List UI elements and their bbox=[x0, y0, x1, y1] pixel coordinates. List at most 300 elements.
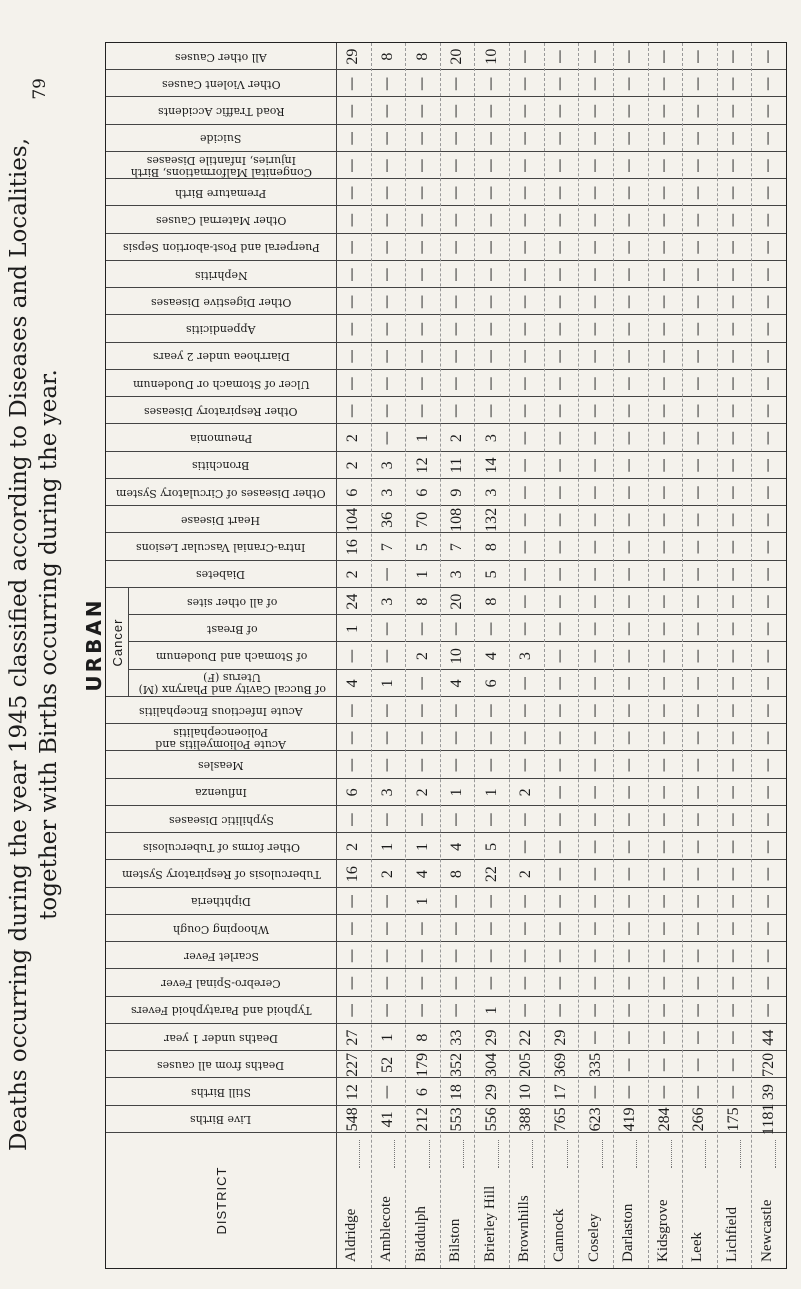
empty-cell-dash: — bbox=[725, 104, 742, 119]
table-cell: 205 bbox=[517, 1052, 535, 1077]
empty-cell-dash: — bbox=[725, 512, 742, 527]
empty-cell-dash: — bbox=[725, 621, 742, 636]
empty-cell-dash: — bbox=[725, 567, 742, 582]
empty-cell-dash: — bbox=[552, 104, 568, 119]
empty-cell-dash: — bbox=[725, 485, 742, 500]
empty-cell-dash: — bbox=[725, 1003, 742, 1018]
empty-cell-dash: — bbox=[552, 567, 568, 582]
empty-cell-dash: — bbox=[725, 703, 742, 718]
empty-cell-dash: — bbox=[759, 131, 776, 146]
column-header-label: Acute Infectious Encephalitis bbox=[139, 704, 303, 718]
empty-cell-dash: — bbox=[344, 104, 361, 119]
empty-cell-dash: — bbox=[344, 703, 361, 718]
empty-cell-dash: — bbox=[552, 948, 568, 963]
empty-cell-dash: — bbox=[413, 921, 430, 936]
empty-cell-dash: — bbox=[378, 758, 395, 773]
empty-cell-dash: — bbox=[725, 976, 742, 991]
page-title-line-2: together with Births occurring during the year. bbox=[36, 369, 62, 920]
empty-cell-dash: — bbox=[378, 376, 395, 391]
empty-cell-dash: — bbox=[517, 431, 534, 446]
empty-cell-dash: — bbox=[690, 376, 707, 391]
empty-cell-dash: — bbox=[448, 76, 465, 91]
column-header bbox=[108, 179, 334, 206]
column-header-label: Whooping Cough bbox=[172, 922, 270, 936]
column-header-label: Diarrhoea under 2 years bbox=[152, 350, 290, 364]
leader-dots bbox=[671, 1140, 672, 1168]
table-cell: 16 bbox=[344, 539, 362, 556]
column-header-label: Syphilitic Diseases bbox=[168, 813, 274, 827]
empty-cell-dash: — bbox=[344, 649, 361, 664]
empty-cell-dash: — bbox=[725, 1030, 742, 1045]
empty-cell-dash: — bbox=[690, 921, 707, 936]
empty-cell-dash: — bbox=[482, 213, 499, 228]
empty-cell-dash: — bbox=[690, 676, 707, 691]
empty-cell-dash: — bbox=[690, 104, 707, 119]
column-header-label: Other Digestive Diseases bbox=[150, 295, 292, 309]
empty-cell-dash: — bbox=[655, 540, 672, 555]
empty-cell-dash: — bbox=[517, 812, 534, 827]
empty-cell-dash: — bbox=[725, 458, 742, 473]
column-header-label: Road Traffic Accidents bbox=[157, 105, 285, 119]
empty-cell-dash: — bbox=[621, 485, 638, 500]
empty-cell-dash: — bbox=[586, 458, 603, 473]
empty-cell-dash: — bbox=[586, 376, 603, 391]
district-name: Leek bbox=[689, 1232, 706, 1262]
column-header bbox=[108, 43, 334, 70]
empty-cell-dash: — bbox=[552, 458, 568, 473]
table-cell: 70 bbox=[413, 511, 431, 528]
empty-cell-dash: — bbox=[586, 540, 603, 555]
empty-cell-dash: — bbox=[586, 104, 603, 119]
table-cell: 8 bbox=[448, 870, 466, 879]
empty-cell-dash: — bbox=[448, 976, 465, 991]
empty-cell-dash: — bbox=[759, 621, 776, 636]
empty-cell-dash: — bbox=[344, 213, 361, 228]
empty-cell-dash: — bbox=[759, 649, 776, 664]
empty-cell-dash: — bbox=[344, 240, 361, 255]
empty-cell-dash: — bbox=[690, 512, 707, 527]
empty-cell-dash: — bbox=[655, 349, 672, 364]
empty-cell-dash: — bbox=[448, 812, 465, 827]
column-header-label: Premature Birth bbox=[175, 186, 267, 200]
empty-cell-dash: — bbox=[690, 431, 707, 446]
table-cell: 29 bbox=[482, 1084, 500, 1101]
table-cell: 36 bbox=[378, 511, 396, 528]
empty-cell-dash: — bbox=[517, 758, 534, 773]
empty-cell-dash: — bbox=[759, 485, 776, 500]
empty-cell-dash: — bbox=[552, 867, 568, 882]
leader-dots bbox=[705, 1140, 706, 1168]
empty-cell-dash: — bbox=[690, 213, 707, 228]
column-header bbox=[108, 534, 334, 561]
column-header bbox=[108, 833, 334, 860]
empty-cell-dash: — bbox=[378, 76, 395, 91]
table-cell: 388 bbox=[517, 1107, 535, 1132]
empty-cell-dash: — bbox=[482, 812, 499, 827]
empty-cell-dash: — bbox=[517, 349, 534, 364]
district-name: Newcastle bbox=[758, 1199, 775, 1262]
empty-cell-dash: — bbox=[759, 240, 776, 255]
empty-cell-dash: — bbox=[690, 76, 707, 91]
empty-cell-dash: — bbox=[482, 185, 499, 200]
empty-cell-dash: — bbox=[482, 158, 499, 173]
empty-cell-dash: — bbox=[378, 1003, 395, 1018]
row-divider bbox=[682, 43, 683, 1268]
table-cell: 7 bbox=[378, 543, 396, 552]
district-name: Biddulph bbox=[412, 1206, 429, 1262]
empty-cell-dash: — bbox=[344, 976, 361, 991]
empty-cell-dash: — bbox=[413, 730, 430, 745]
empty-cell-dash: — bbox=[655, 1085, 672, 1100]
table-cell: 212 bbox=[413, 1107, 431, 1132]
table-cell: 3 bbox=[448, 570, 466, 579]
table-cell: 266 bbox=[690, 1107, 708, 1132]
empty-cell-dash: — bbox=[690, 1085, 707, 1100]
empty-cell-dash: — bbox=[378, 921, 395, 936]
table-cell: 623 bbox=[586, 1107, 604, 1132]
empty-cell-dash: — bbox=[655, 703, 672, 718]
empty-cell-dash: — bbox=[655, 1003, 672, 1018]
empty-cell-dash: — bbox=[586, 839, 603, 854]
table-cell: 8 bbox=[482, 597, 500, 606]
empty-cell-dash: — bbox=[517, 485, 534, 500]
empty-cell-dash: — bbox=[378, 703, 395, 718]
empty-cell-dash: — bbox=[586, 785, 603, 800]
empty-cell-dash: — bbox=[517, 676, 534, 691]
table-cell: 17 bbox=[551, 1084, 569, 1101]
empty-cell-dash: — bbox=[482, 104, 499, 119]
district-name: Amblecote bbox=[377, 1196, 394, 1262]
district-name: Bilston bbox=[447, 1218, 464, 1262]
empty-cell-dash: — bbox=[725, 867, 742, 882]
table-cell: 4 bbox=[344, 679, 362, 688]
empty-cell-dash: — bbox=[655, 322, 672, 337]
empty-cell-dash: — bbox=[690, 1030, 707, 1045]
empty-cell-dash: — bbox=[725, 431, 742, 446]
empty-cell-dash: — bbox=[655, 812, 672, 827]
empty-cell-dash: — bbox=[413, 812, 430, 827]
column-header-label: of Buccal Cavity and Pharynx (M) Uterus (F) bbox=[138, 671, 326, 697]
empty-cell-dash: — bbox=[482, 703, 499, 718]
empty-cell-dash: — bbox=[552, 431, 568, 446]
empty-cell-dash: — bbox=[552, 76, 568, 91]
empty-cell-dash: — bbox=[621, 294, 638, 309]
empty-cell-dash: — bbox=[690, 1057, 707, 1072]
column-header bbox=[108, 1051, 334, 1078]
empty-cell-dash: — bbox=[690, 649, 707, 664]
empty-cell-dash: — bbox=[759, 785, 776, 800]
table-cell: 175 bbox=[725, 1107, 743, 1132]
empty-cell-dash: — bbox=[482, 240, 499, 255]
empty-cell-dash: — bbox=[621, 948, 638, 963]
column-header-label: Deaths from all causes bbox=[157, 1058, 285, 1072]
table-cell: 4 bbox=[448, 842, 466, 851]
table-cell: 27 bbox=[344, 1029, 362, 1046]
column-header bbox=[108, 915, 334, 942]
empty-cell-dash: — bbox=[448, 240, 465, 255]
empty-cell-dash: — bbox=[725, 376, 742, 391]
table-cell: 6 bbox=[482, 679, 500, 688]
leader-dots bbox=[359, 1140, 360, 1168]
empty-cell-dash: — bbox=[759, 812, 776, 827]
empty-cell-dash: — bbox=[413, 213, 430, 228]
empty-cell-dash: — bbox=[621, 839, 638, 854]
empty-cell-dash: — bbox=[552, 403, 568, 418]
empty-cell-dash: — bbox=[621, 131, 638, 146]
column-header bbox=[108, 98, 334, 125]
empty-cell-dash: — bbox=[621, 322, 638, 337]
empty-cell-dash: — bbox=[586, 894, 603, 909]
table-cell: 6 bbox=[344, 488, 362, 497]
empty-cell-dash: — bbox=[448, 349, 465, 364]
empty-cell-dash: — bbox=[413, 1003, 430, 1018]
empty-cell-dash: — bbox=[759, 294, 776, 309]
empty-cell-dash: — bbox=[621, 376, 638, 391]
empty-cell-dash: — bbox=[413, 403, 430, 418]
table-cell: 16 bbox=[344, 866, 362, 883]
row-divider bbox=[648, 43, 649, 1268]
table-cell: 6 bbox=[413, 488, 431, 497]
empty-cell-dash: — bbox=[378, 294, 395, 309]
empty-cell-dash: — bbox=[552, 594, 568, 609]
empty-cell-dash: — bbox=[759, 158, 776, 173]
table-cell: 104 bbox=[344, 507, 362, 532]
empty-cell-dash: — bbox=[378, 1085, 395, 1100]
column-header-label: of Stomach and Duodenum bbox=[156, 650, 308, 664]
empty-cell-dash: — bbox=[759, 894, 776, 909]
empty-cell-dash: — bbox=[655, 403, 672, 418]
empty-cell-dash: — bbox=[482, 976, 499, 991]
empty-cell-dash: — bbox=[759, 213, 776, 228]
table-cell: 39 bbox=[759, 1084, 777, 1101]
table-cell: 335 bbox=[586, 1052, 604, 1077]
column-header bbox=[108, 888, 334, 915]
empty-cell-dash: — bbox=[621, 76, 638, 91]
table-cell: 2 bbox=[413, 788, 431, 797]
empty-cell-dash: — bbox=[517, 703, 534, 718]
row-divider bbox=[371, 43, 372, 1268]
empty-cell-dash: — bbox=[517, 267, 534, 282]
column-header-label: Influenza bbox=[195, 786, 247, 800]
column-header bbox=[108, 997, 334, 1024]
empty-cell-dash: — bbox=[759, 867, 776, 882]
empty-cell-dash: — bbox=[482, 267, 499, 282]
empty-cell-dash: — bbox=[586, 349, 603, 364]
empty-cell-dash: — bbox=[378, 185, 395, 200]
empty-cell-dash: — bbox=[690, 294, 707, 309]
table-cell: 8 bbox=[413, 597, 431, 606]
table-cell: 1 bbox=[413, 897, 431, 906]
empty-cell-dash: — bbox=[517, 158, 534, 173]
empty-cell-dash: — bbox=[378, 349, 395, 364]
empty-cell-dash: — bbox=[621, 812, 638, 827]
column-header bbox=[130, 670, 334, 697]
column-header-label: Other Violent Causes bbox=[161, 77, 281, 91]
empty-cell-dash: — bbox=[552, 185, 568, 200]
empty-cell-dash: — bbox=[655, 240, 672, 255]
district-name: Kidsgrove bbox=[654, 1199, 671, 1262]
empty-cell-dash: — bbox=[655, 76, 672, 91]
empty-cell-dash: — bbox=[517, 131, 534, 146]
empty-cell-dash: — bbox=[586, 213, 603, 228]
table-cell: 6 bbox=[344, 788, 362, 797]
empty-cell-dash: — bbox=[759, 431, 776, 446]
empty-cell-dash: — bbox=[621, 431, 638, 446]
empty-cell-dash: — bbox=[344, 403, 361, 418]
empty-cell-dash: — bbox=[448, 948, 465, 963]
empty-cell-dash: — bbox=[552, 294, 568, 309]
empty-cell-dash: — bbox=[552, 703, 568, 718]
empty-cell-dash: — bbox=[378, 267, 395, 282]
table-cell: 24 bbox=[344, 593, 362, 610]
empty-cell-dash: — bbox=[586, 49, 603, 64]
table-cell: 2 bbox=[517, 788, 535, 797]
table-cell: 1 bbox=[413, 434, 431, 443]
empty-cell-dash: — bbox=[621, 158, 638, 173]
empty-cell-dash: — bbox=[344, 730, 361, 745]
empty-cell-dash: — bbox=[725, 267, 742, 282]
empty-cell-dash: — bbox=[448, 894, 465, 909]
table-cell: 2 bbox=[448, 434, 466, 443]
empty-cell-dash: — bbox=[517, 322, 534, 337]
table-cell: 419 bbox=[621, 1107, 639, 1132]
empty-cell-dash: — bbox=[655, 976, 672, 991]
empty-cell-dash: — bbox=[759, 921, 776, 936]
empty-cell-dash: — bbox=[690, 839, 707, 854]
table-cell: 548 bbox=[344, 1107, 362, 1132]
empty-cell-dash: — bbox=[482, 921, 499, 936]
column-header bbox=[108, 942, 334, 969]
column-header-label: Congenital Malformations, Birth Injuries, Infantile Diseases bbox=[130, 153, 312, 179]
empty-cell-dash: — bbox=[655, 376, 672, 391]
empty-cell-dash: — bbox=[552, 976, 568, 991]
empty-cell-dash: — bbox=[690, 458, 707, 473]
empty-cell-dash: — bbox=[344, 376, 361, 391]
table-cell: 9 bbox=[448, 488, 466, 497]
empty-cell-dash: — bbox=[655, 785, 672, 800]
empty-cell-dash: — bbox=[690, 703, 707, 718]
empty-cell-dash: — bbox=[517, 49, 534, 64]
table-cell: 2 bbox=[344, 842, 362, 851]
empty-cell-dash: — bbox=[690, 349, 707, 364]
empty-cell-dash: — bbox=[552, 131, 568, 146]
table-cell: 12 bbox=[344, 1084, 362, 1101]
column-header bbox=[130, 643, 334, 670]
empty-cell-dash: — bbox=[621, 1085, 638, 1100]
empty-cell-dash: — bbox=[690, 894, 707, 909]
empty-cell-dash: — bbox=[378, 894, 395, 909]
table-cell: 44 bbox=[759, 1029, 777, 1046]
empty-cell-dash: — bbox=[586, 431, 603, 446]
empty-cell-dash: — bbox=[759, 594, 776, 609]
empty-cell-dash: — bbox=[586, 76, 603, 91]
column-header bbox=[108, 1106, 334, 1133]
empty-cell-dash: — bbox=[378, 240, 395, 255]
empty-cell-dash: — bbox=[517, 730, 534, 745]
column-header-label: Ulcer of Stomach or Duodenum bbox=[132, 377, 310, 391]
empty-cell-dash: — bbox=[413, 349, 430, 364]
empty-cell-dash: — bbox=[586, 567, 603, 582]
empty-cell-dash: — bbox=[655, 1057, 672, 1072]
empty-cell-dash: — bbox=[621, 730, 638, 745]
empty-cell-dash: — bbox=[690, 758, 707, 773]
empty-cell-dash: — bbox=[759, 376, 776, 391]
table-cell: 1 bbox=[448, 788, 466, 797]
column-header-label: of Breast bbox=[206, 622, 258, 636]
table-cell: 3 bbox=[378, 597, 396, 606]
table-cell: 1 bbox=[413, 570, 431, 579]
empty-cell-dash: — bbox=[725, 294, 742, 309]
column-header-label: Deaths under 1 year bbox=[163, 1031, 279, 1045]
mortality-table bbox=[105, 42, 787, 1269]
empty-cell-dash: — bbox=[344, 894, 361, 909]
empty-cell-dash: — bbox=[344, 185, 361, 200]
empty-cell-dash: — bbox=[621, 1030, 638, 1045]
leader-dots bbox=[394, 1140, 395, 1168]
column-header bbox=[108, 724, 334, 751]
empty-cell-dash: — bbox=[655, 267, 672, 282]
empty-cell-dash: — bbox=[621, 976, 638, 991]
empty-cell-dash: — bbox=[655, 185, 672, 200]
empty-cell-dash: — bbox=[621, 649, 638, 664]
empty-cell-dash: — bbox=[725, 730, 742, 745]
empty-cell-dash: — bbox=[413, 104, 430, 119]
empty-cell-dash: — bbox=[586, 621, 603, 636]
empty-cell-dash: — bbox=[690, 158, 707, 173]
district-name: Brownhills bbox=[516, 1195, 533, 1262]
empty-cell-dash: — bbox=[621, 785, 638, 800]
empty-cell-dash: — bbox=[655, 294, 672, 309]
table-cell: 765 bbox=[551, 1107, 569, 1132]
empty-cell-dash: — bbox=[413, 676, 430, 691]
empty-cell-dash: — bbox=[517, 185, 534, 200]
table-cell: 4 bbox=[448, 679, 466, 688]
leader-dots bbox=[602, 1140, 603, 1168]
column-header-label: Acute Poliomyelitis and Polioencephalitis bbox=[155, 725, 287, 751]
leader-dots bbox=[775, 1140, 776, 1168]
table-cell: 33 bbox=[448, 1029, 466, 1046]
empty-cell-dash: — bbox=[655, 458, 672, 473]
empty-cell-dash: — bbox=[517, 104, 534, 119]
empty-cell-dash: — bbox=[655, 594, 672, 609]
empty-cell-dash: — bbox=[482, 894, 499, 909]
empty-cell-dash: — bbox=[690, 240, 707, 255]
table-cell: 41 bbox=[378, 1111, 396, 1128]
table-cell: 227 bbox=[344, 1052, 362, 1077]
cancer-group-header: Cancer bbox=[109, 618, 125, 667]
column-header bbox=[108, 152, 334, 179]
table-cell: 2 bbox=[378, 870, 396, 879]
table-cell: 20 bbox=[448, 593, 466, 610]
row-divider bbox=[613, 43, 614, 1268]
empty-cell-dash: — bbox=[517, 403, 534, 418]
table-cell: 1 bbox=[378, 842, 396, 851]
table-cell: 720 bbox=[759, 1052, 777, 1077]
empty-cell-dash: — bbox=[586, 867, 603, 882]
empty-cell-dash: — bbox=[586, 240, 603, 255]
empty-cell-dash: — bbox=[655, 894, 672, 909]
empty-cell-dash: — bbox=[690, 621, 707, 636]
empty-cell-dash: — bbox=[725, 131, 742, 146]
leader-dots bbox=[429, 1140, 430, 1168]
empty-cell-dash: — bbox=[655, 131, 672, 146]
empty-cell-dash: — bbox=[586, 185, 603, 200]
leader-dots bbox=[532, 1140, 533, 1168]
table-cell: 8 bbox=[378, 52, 396, 61]
empty-cell-dash: — bbox=[586, 676, 603, 691]
district-name: Cannock bbox=[551, 1208, 567, 1262]
empty-cell-dash: — bbox=[586, 730, 603, 745]
